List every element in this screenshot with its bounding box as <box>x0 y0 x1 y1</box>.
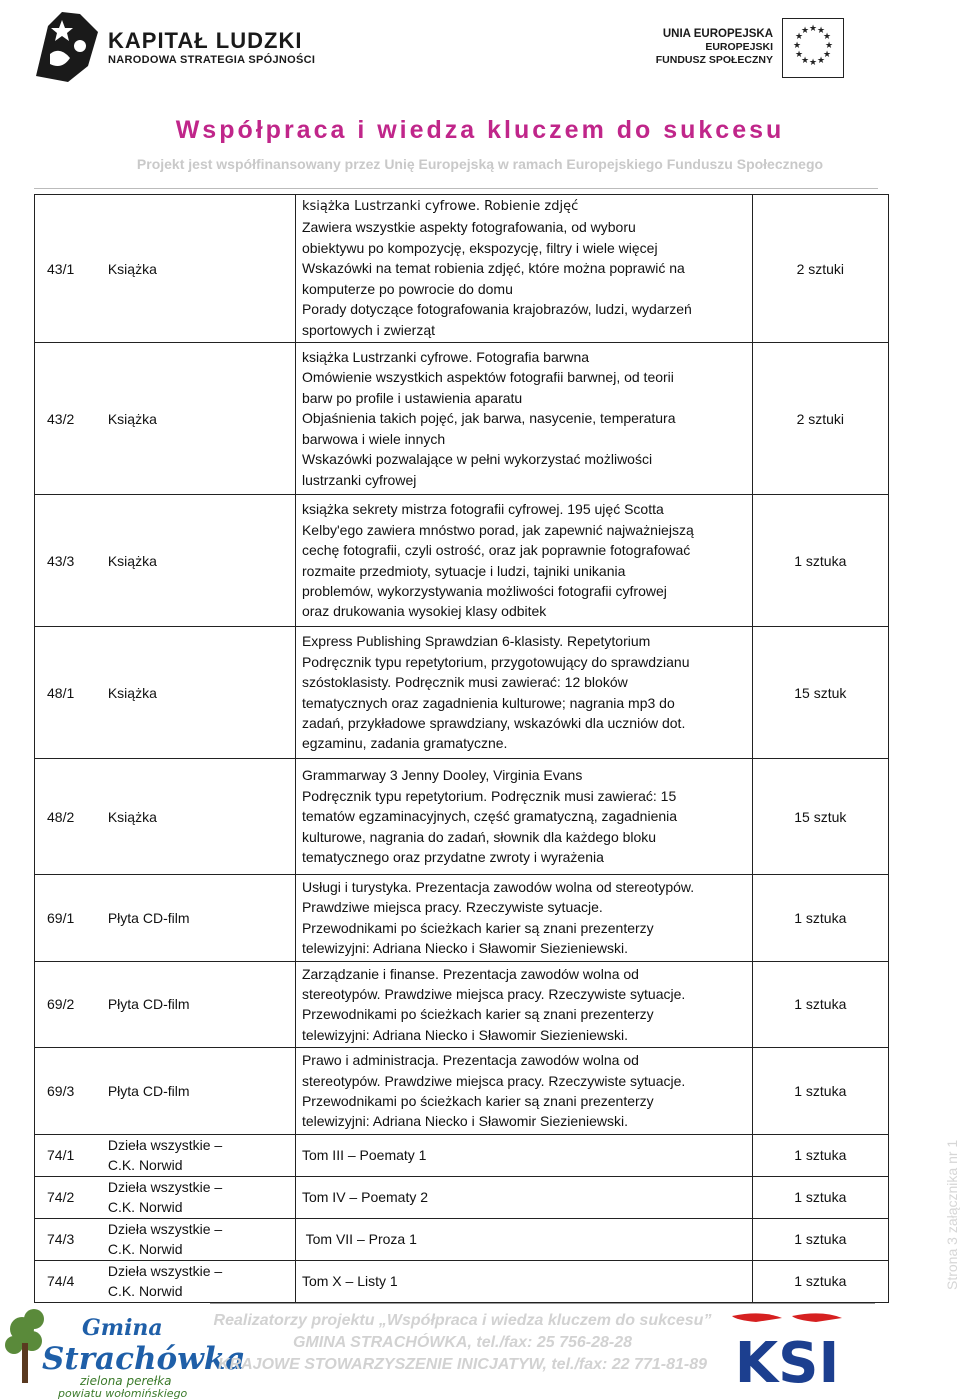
description-line: telewizyjni: Adriana Niecko i Sławomir Siezieniewski. <box>301 1113 628 1130</box>
description-line: Podręcznik typu repetytorium. Podręcznik musi zawierać: 15 <box>301 787 677 804</box>
page-header <box>0 0 960 195</box>
svg-text:★: ★ <box>808 24 818 34</box>
eu-flag-icon <box>782 18 844 78</box>
item-description <box>295 1134 752 1176</box>
item-description <box>295 1218 752 1260</box>
item-type: Książka <box>100 495 296 627</box>
item-type: Książka <box>100 343 296 495</box>
description-line: Tom VII – Proza 1 <box>301 1231 417 1248</box>
item-quantity: 1 sztuka <box>752 961 888 1048</box>
description-line: oraz drukowania wysokiej klasy odbitek <box>301 603 547 620</box>
description-line: stereotypów. Prawdziwe miejsca pracy. Rzeczywiste sytuacje. <box>301 986 686 1003</box>
description-line: tematycznego oraz przydatne zwroty i wyrażenia <box>301 849 604 866</box>
table-row <box>35 495 889 627</box>
item-quantity: 15 sztuk <box>752 759 888 875</box>
item-number: 74/3 <box>35 1218 100 1260</box>
page-subtitle: Projekt jest współfinansowany przez Unię Europejską w ramach Europejskiego Funduszu Społecznego <box>136 156 824 172</box>
description-line: Omówienie wszystkich aspektów fotografii barwnej, od teorii <box>301 369 674 386</box>
table-row <box>35 343 889 495</box>
item-number: 69/3 <box>35 1048 100 1135</box>
footer-line3: KRAJOWE STOWARZYSZENIE INICJATYW, tel./fax: 22 771-81-89 <box>218 1356 707 1373</box>
item-number: 74/2 <box>35 1176 100 1218</box>
description-line: Wskazówki na temat robienia zdjęć, które można poprawić na <box>301 260 685 277</box>
description-line: Tom IV – Poematy 2 <box>301 1189 429 1206</box>
description-line: Przewodnikami po ścieżkach karier są znani prezenterzy <box>301 1006 654 1023</box>
description-line: telewizyjni: Adriana Niecko i Sławomir Siezieniewski. <box>301 940 628 957</box>
item-type-line: Dzieła wszystkie – <box>107 1221 223 1238</box>
description-line: stereotypów. Prawdziwe miejsca pracy. Rzeczywiste sytuacje. <box>301 1072 686 1089</box>
item-type-line: Dzieła wszystkie – <box>107 1179 223 1196</box>
description-line: Tom III – Poematy 1 <box>301 1147 427 1164</box>
page-title: Współpraca i wiedza kluczem do sukcesu <box>175 116 785 144</box>
table-row <box>35 627 889 759</box>
description-line: Zarządzanie i finanse. Prezentacja zawodów wolna od <box>301 965 639 982</box>
kapital-ludzki-title: KAPITAŁ LUDZKI <box>108 28 303 53</box>
description-line: Przewodnikami po ścieżkach karier są znani prezenterzy <box>301 1093 654 1110</box>
svg-text:★: ★ <box>794 50 804 60</box>
item-type: Płyta CD-film <box>100 961 296 1048</box>
description-line: szóstoklasisty. Podręcznik musi zawierać: 12 bloków <box>301 674 628 691</box>
table-row <box>35 1218 889 1260</box>
item-type-line: C.K. Norwid <box>107 1241 183 1258</box>
svg-text:★: ★ <box>824 41 834 51</box>
description-line: problemów, wykorzystywania możliwości fotografii cyfrowej <box>301 582 667 599</box>
description-line: sportowych i zwierząt <box>301 321 436 338</box>
item-type-line: Dzieła wszystkie – <box>107 1137 223 1154</box>
item-description <box>295 1176 752 1218</box>
description-line: książka Lustrzanki cyfrowe. Robienie zdjęć <box>301 199 579 215</box>
description-line: barwowa i wiele innych <box>301 430 446 447</box>
description-line: Prawo i administracja. Prezentacja zawodów wolna od <box>301 1052 639 1069</box>
description-line: tematów egzaminacyjnych, część gramatyczną, zagadnienia <box>301 808 678 825</box>
item-number: 48/2 <box>35 759 100 875</box>
table-row <box>35 195 889 343</box>
ue-text <box>655 28 773 67</box>
table-row <box>35 1134 889 1176</box>
item-type: Książka <box>100 195 296 343</box>
svg-text:★: ★ <box>794 32 804 42</box>
item-type: Książka <box>100 759 296 875</box>
description-line: komputerze po powrocie do domu <box>301 280 513 297</box>
item-quantity: 1 sztuka <box>752 1218 888 1260</box>
description-line: Zawiera wszystkie aspekty fotografowania, od wyboru <box>301 219 636 236</box>
item-type-line: C.K. Norwid <box>107 1157 183 1174</box>
item-number: 43/1 <box>35 195 100 343</box>
description-line: Podręcznik typu repetytorium, przygotowujący do sprawdzianu <box>301 653 690 670</box>
item-description <box>295 195 752 343</box>
ue-line1: UNIA EUROPEJSKA <box>662 28 773 40</box>
side-page-note: Strona 3 załącznika nr 1 <box>944 1139 960 1290</box>
description-line: Przewodnikami po ścieżkach karier są znani prezenterzy <box>301 919 654 936</box>
item-type-line: C.K. Norwid <box>107 1199 183 1216</box>
description-line: Grammarway 3 Jenny Dooley, Virginia Evans <box>301 767 583 784</box>
ksi-letters: KSI <box>734 1331 840 1396</box>
description-line: Tom X – Listy 1 <box>301 1273 398 1290</box>
svg-text:★: ★ <box>822 32 832 42</box>
svg-text:★: ★ <box>816 26 826 36</box>
item-type <box>100 1134 296 1176</box>
item-quantity: 1 sztuka <box>752 875 888 962</box>
item-type <box>100 1176 296 1218</box>
item-description <box>295 495 752 627</box>
gmina-name: Strachówka <box>42 1341 246 1377</box>
item-number: 74/1 <box>35 1134 100 1176</box>
item-description <box>295 1048 752 1135</box>
table-row <box>35 759 889 875</box>
item-type-line: C.K. Norwid <box>107 1283 183 1300</box>
item-number: 43/2 <box>35 343 100 495</box>
item-type: Książka <box>100 627 296 759</box>
item-quantity: 2 sztuki <box>752 343 888 495</box>
description-line: obiektywu po kompozycję, ekspozycję, filtry i wiele więcej <box>301 239 658 256</box>
description-line: tematycznych oraz zagadnienia kulturowe; nagrania mp3 do <box>301 694 675 711</box>
description-line: Objaśnienia takich pojęć, jak barwa, nasycenie, temperatura <box>301 410 676 427</box>
description-line: telewizyjni: Adriana Niecko i Sławomir Siezieniewski. <box>301 1026 628 1043</box>
description-line: Kelby'ego zawiera mnóstwo porad, jak zapewnić najważniejszą <box>301 521 694 538</box>
item-number: 74/4 <box>35 1260 100 1302</box>
svg-text:★: ★ <box>800 56 810 66</box>
item-type-line: Dzieła wszystkie – <box>107 1263 223 1280</box>
item-type: Płyta CD-film <box>100 1048 296 1135</box>
ue-line3: FUNDUSZ SPOŁECZNY <box>655 54 773 66</box>
description-line: Prawdziwe miejsca pracy. Rzeczywiste sytuacje. <box>301 899 603 916</box>
item-type <box>100 1218 296 1260</box>
item-number: 69/1 <box>35 875 100 962</box>
item-number: 48/1 <box>35 627 100 759</box>
svg-text:★: ★ <box>822 50 832 60</box>
gmina-slogan-1: zielona perełka <box>80 1374 172 1388</box>
svg-text:★: ★ <box>800 26 810 36</box>
description-line: Express Publishing Sprawdzian 6-klasisty. Repetytorium <box>301 633 651 650</box>
item-description <box>295 961 752 1048</box>
items-table <box>34 194 889 1303</box>
description-line: rozmaite przedmioty, sytuacje i ludzi, tajniki unikania <box>301 562 626 579</box>
table-row <box>35 1048 889 1135</box>
gmina-slogan-2: powiatu wołomińskiego <box>58 1387 188 1399</box>
gmina-word: Gmina <box>82 1315 163 1341</box>
description-line: lustrzanki cyfrowej <box>301 471 417 488</box>
footer-line2: GMINA STRACHÓWKA, tel./fax: 25 756-28-28 <box>292 1334 633 1351</box>
svg-text:★: ★ <box>816 56 826 66</box>
item-number: 43/3 <box>35 495 100 627</box>
svg-text:★: ★ <box>792 41 802 51</box>
item-quantity: 1 sztuka <box>752 1048 888 1135</box>
table-row <box>35 875 889 962</box>
ksi-logo <box>722 1310 852 1396</box>
item-description <box>295 627 752 759</box>
item-quantity: 1 sztuka <box>752 1176 888 1218</box>
description-line: Usługi i turystyka. Prezentacja zawodów wolna od stereotypów. <box>301 879 695 895</box>
description-line: egzaminu, zadania gramatyczne. <box>301 735 508 752</box>
item-type: Płyta CD-film <box>100 875 296 962</box>
description-line: zadań, przykładowe sprawdziany, wskazówki dla uczniów dot. <box>301 714 686 731</box>
description-line: kulturowe, nagrania do zadań, słownik dla każdego bloku <box>301 828 657 845</box>
kapital-ludzki-subtitle: NARODOWA STRATEGIA SPÓJNOŚCI <box>108 54 316 66</box>
items-table-body <box>35 195 889 1303</box>
footer-line1: Realizatorzy projektu „Współpraca i wiedza kluczem do sukcesu” <box>213 1312 712 1329</box>
item-description <box>295 343 752 495</box>
item-quantity: 1 sztuka <box>752 1260 888 1302</box>
description-line: cechę fotografii, czyli ostrość, oraz jak poprawnie fotografować <box>301 542 691 559</box>
item-quantity: 2 sztuki <box>752 195 888 343</box>
svg-text:★: ★ <box>808 58 818 68</box>
item-description <box>295 875 752 962</box>
description-line: Porady dotyczące fotografowania krajobrazów, ludzi, wydarzeń <box>301 301 692 318</box>
item-quantity: 1 sztuka <box>752 1134 888 1176</box>
description-line: książka Lustrzanki cyfrowe. Fotografia barwna <box>301 349 590 366</box>
header-divider <box>34 188 878 189</box>
description-line: książka sekrety mistrza fotografii cyfrowej. 195 ujęć Scotta <box>301 501 664 518</box>
gmina-strachowka-logo <box>0 1295 246 1399</box>
description-line: barw po profile i ustawienia aparatu <box>301 389 523 406</box>
footer-divider <box>210 1303 875 1304</box>
table-row <box>35 1176 889 1218</box>
item-number: 69/2 <box>35 961 100 1048</box>
item-description <box>295 1260 752 1302</box>
ue-line2: EUROPEJSKI <box>705 41 773 53</box>
footer-text <box>210 1310 715 1376</box>
item-quantity: 1 sztuka <box>752 495 888 627</box>
item-description <box>295 759 752 875</box>
description-line: Wskazówki pozwalające w pełni wykorzystać możliwości <box>301 451 653 468</box>
item-quantity: 15 sztuk <box>752 627 888 759</box>
table-row <box>35 961 889 1048</box>
